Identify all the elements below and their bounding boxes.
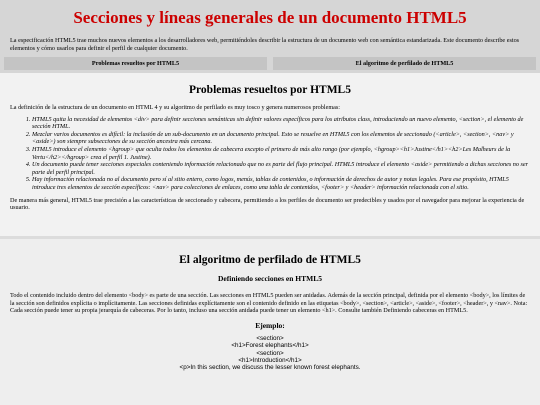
- list-item: 2. Mezclar varios documentos es difícil: la inclusión de un sub-documento en un documento principal. Esto se resuelve en HTML5 con los elementos de seccionado (<article>, <section>, <nav> y <aside>) son siempre subsecciones de su sección ancestra más cercana.: [32, 131, 530, 146]
- code-line: <section>: [256, 334, 284, 342]
- list-item: 1. HTML5 quita la necesidad de elementos <div> para definir secciones semánticas sin definir valores específicos para los atributos class, introduciendo un nuevo elemento, <section>, el elemento de sección HTML.: [32, 116, 530, 131]
- code-line: <h1>Forest elephants</h1>: [231, 342, 309, 350]
- code-line: <h1>Introduction</h1>: [238, 357, 302, 364]
- code-line: <p>In this section, we discuss the lesser known forest elephants.: [179, 364, 361, 372]
- subsection-heading: Definiendo secciones en HTML5: [218, 274, 322, 283]
- page-title: Secciones y líneas generales de un documento HTML5: [73, 8, 467, 27]
- section-lead: La definición de la estructura de un documento en HTML 4 y su algoritmo de perfilado es muy tosco y genera numerosos problemas:: [10, 104, 341, 111]
- example-title: Ejemplo:: [255, 320, 285, 330]
- intro-text: La especificación HTML5 trae muchos nuevos elementos a los desarrolladores web, permitiéndoles describir la estructura de un documento web con semántica estandarizada. Este documento describe estos elementos y cómo usarlos para definir el perfil de cualquier documento.: [10, 37, 520, 52]
- list-item: 4. Un documento puede tener secciones especiales conteniendo información relacionado que no es parte del flujo principal. HTML5 introduce el elemento <aside> permitiendo a dichas secciones no ser parte del perfil principal.: [32, 161, 530, 176]
- code-example: [10, 335, 530, 372]
- nav-link-problemas[interactable]: Problemas resueltos por HTML5: [4, 57, 267, 70]
- page-header: [0, 0, 540, 57]
- section-heading: Problemas resueltos por HTML5: [189, 84, 351, 96]
- problems-list: [10, 116, 530, 192]
- section-problemas: [0, 73, 540, 236]
- nav-link-algoritmo[interactable]: El algoritmo de perfilado de HTML5: [273, 57, 536, 70]
- section-heading: El algoritmo de perfilado de HTML5: [179, 254, 361, 266]
- code-line: <section>: [256, 349, 284, 357]
- list-item: 3. HTML5 introduce el elemento <hgroup> que oculta todos los elementos de cabecera excepto el primero de más alto rango (por ejemplo, <hgroup><h1>Justine</h1><h2>Les Malheurs de la Vertu</h2></hgroup> crea el perfil 1. Justine).: [32, 146, 530, 161]
- list-item: 5. Hay información relacionada no al documento pero sí al sitio entero, como logos, menús, tablas de contenidos, o información de derechos de autor y notas legales. Para ese propósito, HTML5 introduce tres elementos de sección específicos: <nav> para colecciones de enlaces, como una tabla de contenidos, <footer> y <header> información relacionada con el sitio.: [32, 176, 530, 191]
- section-algoritmo: [0, 239, 540, 405]
- section-nav: [0, 57, 540, 73]
- section-body: Todo el contenido incluido dentro del elemento <body> es parte de una sección. Las secciones en HTML5 pueden ser anidadas. Además de la sección principal, definida por el elemento <body>, los límites de la sección son definidos explícita o implícitamente. Las secciones definidas explícitamente son el contenido definido en las etiquetas <body>, <section>, <article>, <aside>, <footer>, <header>, y <nav>. Nota: Cada sección puede tener su propia jerarquía de cabeceras. Por lo tanto, incluso una sección anidada puede tener un elemento <h1>. Consulte también Definiendo cabeceras en HTML5.: [10, 292, 528, 315]
- section-closing: De manera más general, HTML5 trae precisión a las características de seccionado y cabecera, permitiendo a los perfiles de documento ser predecibles y usados por el navegador para mejorar la experiencia de usuario.: [10, 196, 525, 212]
